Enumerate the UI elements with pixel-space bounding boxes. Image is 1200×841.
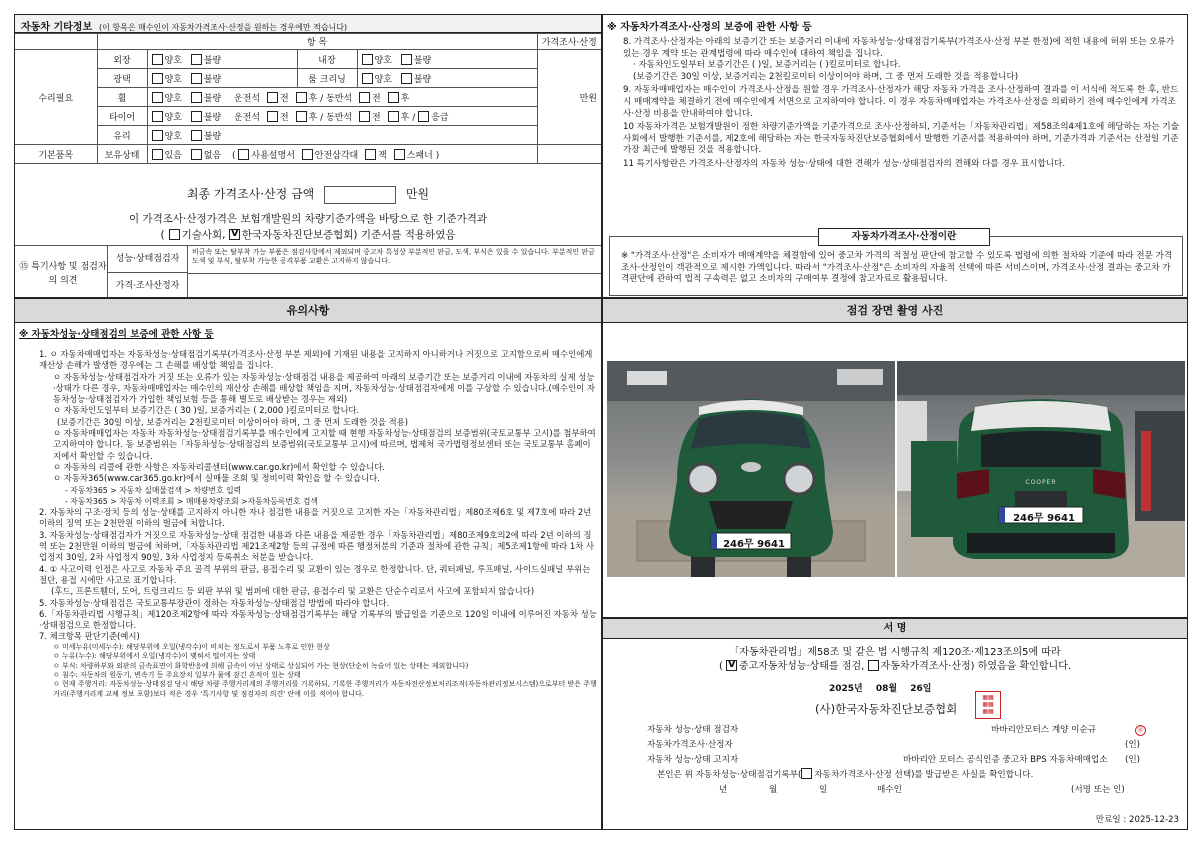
wheel-good-checkbox[interactable] xyxy=(152,92,163,103)
signer-price-seal: (인) xyxy=(1125,740,1141,750)
expiry-date: 만료일 : 2025-12-23 xyxy=(1095,815,1179,825)
have-label: 있음 xyxy=(164,150,182,161)
row-tire: 타이어 xyxy=(97,107,147,126)
possess-label: 보유상태 xyxy=(97,145,147,164)
notes-panel xyxy=(14,298,602,830)
wheel-driver-rear-checkbox[interactable] xyxy=(296,92,307,103)
repair-table xyxy=(15,33,601,164)
wheel-passenger-front-checkbox[interactable] xyxy=(359,92,370,103)
good-label: 양호 xyxy=(164,55,182,66)
note-2: 2. 자동차의 구조·장치 등의 성능·상태를 고지하지 아니한 자나 점검한 내용을 거짓으로 고지한 자는「자동차관리법」제80조제6호 및 제7호에 따라 2년 이하의 징역 또는 2천만원 이하의 벌금에 처합니다. xyxy=(39,507,592,529)
price-unit: 만원 xyxy=(537,50,601,145)
signer-notifier-label: 자동차 성능·상태 고지자 xyxy=(647,755,739,765)
blank-month: 월 xyxy=(769,785,778,795)
note-6: 6.「자동차관리법 시행규칙」제120조제2항에 따라 자동차성능·상태점검기록부는 해당 기록부의 발급일을 기준으로 120일 이내에 이루어진 자동차 성능·상태점검으로 한정합니다. xyxy=(39,608,597,631)
perf-check-label: 중고자동차성능·상태를 점검, xyxy=(738,661,865,672)
other-info-note: (이 항목은 매수인이 자동차가격조사·산정을 원하는 경우에만 적습니다) xyxy=(98,23,348,32)
tire-passenger-front-checkbox[interactable] xyxy=(359,111,370,122)
signature-line-1: 「자동차관리법」제58조 및 같은 법 시행규칙 제120조·제123조의5에 따라 xyxy=(729,647,1061,658)
basis-kadi-checkbox[interactable] xyxy=(229,229,240,240)
note-4-b: (후드, 프론트휀더, 도어, 트렁크리드 등 외판 부위 및 범퍼에 대한 판금, 용접수리 및 교환은 단순수리로서 사고에 포함되지 않습니다) xyxy=(51,586,535,597)
notes-subtitle: ※ 자동차성능·상태점검의 보증에 관한 사항 등 xyxy=(19,329,214,340)
slash: / xyxy=(320,93,324,104)
bad-label: 불량 xyxy=(413,55,432,66)
signer-inspector-label: 자동차 성능·상태 점검자 xyxy=(647,725,739,735)
front-label: 전 xyxy=(280,93,289,104)
blank-day: 일 xyxy=(819,785,828,795)
final-price-row xyxy=(15,185,601,204)
good-label: 양호 xyxy=(164,93,182,104)
note-1-g: ㅇ 자동차365(www.car365.go.kr)에서 실매물 조회 및 정비이력 확인을 할 수 있습니다. xyxy=(53,473,380,484)
photos-panel xyxy=(602,298,1188,618)
driver-label: 운전석 xyxy=(234,112,261,123)
tire-driver-front-checkbox[interactable] xyxy=(267,111,278,122)
col-price-header: 가격조사·산정 xyxy=(537,34,601,50)
criteria-4: ㅇ 침수: 자동차의 원동기, 변속기 등 주요장치 일부가 물에 잠긴 흔적이 있는 상태 xyxy=(53,670,301,679)
basis-tech-checkbox[interactable] xyxy=(169,229,180,240)
note-1-c: ㅇ 자동차인도일부터 보증기간은 ( 30 )일, 보증거리는 ( 2,000 )킬로미터로 합니다. xyxy=(53,405,360,416)
room-clean-bad-checkbox[interactable] xyxy=(401,73,412,84)
signature-line-2: (V 중고자동차성능·상태를 점검, 자동차가격조사·산정) 하였음을 확인합니다. xyxy=(603,657,1187,672)
note-1-i: - 자동차365 > 자동차 이력조회 > 매매용차량조회 >자동차등록번호 검색 xyxy=(65,496,318,506)
spare-label: 응급 xyxy=(431,112,449,123)
room-clean-good-checkbox[interactable] xyxy=(362,73,373,84)
guarantee-title: ※ 자동차가격조사·산정의 보증에 관한 사항 등 xyxy=(607,22,812,33)
col-item-header: 항 목 xyxy=(97,34,537,50)
bad-label: 불량 xyxy=(203,93,222,104)
notes-title: 유의사항 xyxy=(15,299,601,323)
good-label: 양호 xyxy=(374,55,392,66)
guarantee-item-9: 9. 자동차매매업자는 매수인이 가격조사·산정을 원할 경우 가격조사·산정자가 해당 자동차 가격을 조사·산정하여 결과를 이 서식에 적도록 한 후, 반드시 매매계약을 체결하기 전에 매수인에게 서면으로 고지하여야 합니다. 이 경우 자동차매매업자는 가격조사·산정을 의뢰하기 전에 매수인에게 가격조사·산정 비용을 안내하여야 합니다. xyxy=(623,85,1179,119)
none-checkbox[interactable] xyxy=(191,149,202,160)
final-price-input[interactable] xyxy=(324,186,396,204)
slash: / xyxy=(412,112,416,123)
inspector-seal-icon: ㊞ xyxy=(1135,725,1146,736)
criteria-2: ㅇ 누유(누수): 해당부위에서 오일(냉각수)이 맺혀서 떨어지는 상태 xyxy=(53,652,256,661)
paren-open: ( xyxy=(232,150,236,161)
have-checkbox[interactable] xyxy=(152,149,163,160)
manual-label: 사용설명서 xyxy=(251,150,295,161)
row-room-clean: 룸 크리닝 xyxy=(297,69,357,88)
criteria-1: ㅇ 미세누유(미세누수): 해당부위에 오일(냉각수)이 비치는 정도로서 부품 노후로 인한 현상 xyxy=(53,642,330,651)
rear-car-illustration xyxy=(897,361,1185,577)
row-gloss: 광택 xyxy=(97,69,147,88)
special-label: ⑮ 특기사항 및 점검자의 의견 xyxy=(19,262,107,286)
good-label: 양호 xyxy=(374,74,392,85)
org-seal-stamp: ▦▦ ▦▦ ▦▦ xyxy=(975,691,1001,719)
exterior-good-checkbox[interactable] xyxy=(152,54,163,65)
signature-date xyxy=(829,681,931,694)
front-label: 전 xyxy=(372,112,381,123)
row-glass: 유리 xyxy=(97,126,147,145)
note-7: 7. 체크항목 판단기준(예시) xyxy=(39,631,140,642)
inspector-perf-label: 성능·상태점검자 xyxy=(108,246,188,273)
inspector-price-label: 가격·조사산정자 xyxy=(108,273,188,298)
none-label: 없음 xyxy=(203,150,222,161)
note-5: 5. 자동차성능·상태점검은 국토교통부장관이 정하는 자동차성능·상태점검 방법에 따라야 합니다. xyxy=(39,597,390,608)
signer-inspector-value: 바바리안모터스 계양 이순규 xyxy=(991,725,1097,735)
note-1-b: ㅇ 자동차성능·상태점검자가 거짓 또는 오류가 있는 자동차성능·상태점검 내용을 제공하여 아래의 보증기간 또는 보증거리 이내에 자동차의 실제 성능·상태가 다른 경우, 자동차매매업자는 매수인의 재산상 손해를 배상할 책임을 지며, 자동차성능·상태점검자에게 이를 구상할 수 있습니다.(매수인이 자동차성능·상태점검자가 가입한 책임보험 등을 통해 별도로 배상받는 경우는 제외) xyxy=(53,371,595,405)
receipt-text-a: 본인은 위 자동차성능·상태점검기록부( xyxy=(657,770,802,780)
bad-label: 불량 xyxy=(203,131,222,142)
signer-row-notifier xyxy=(647,753,1177,768)
note-4: 4. ① 사고이력 인정은 사고로 자동차 주요 골격 부위의 판금, 용접수리 및 교환이 있는 경우로 한정합니다. 단, 쿼터패널, 루프패널, 사이드실패널 부위는 절단, 용접 시에만 사고로 표기합니다. xyxy=(39,563,591,585)
bad-label: 불량 xyxy=(203,112,222,123)
exterior-bad-checkbox[interactable] xyxy=(191,54,202,65)
spanner-label: 스패너 xyxy=(406,150,433,161)
triangle-label: 안전삼각대 xyxy=(314,150,359,161)
row-interior: 내장 xyxy=(297,50,357,69)
blank-year: 년 xyxy=(719,785,728,795)
signature-title: 서 명 xyxy=(603,619,1187,639)
wheel-bad-checkbox[interactable] xyxy=(191,92,202,103)
buyer-sign-hint: (서명 또는 인) xyxy=(1071,785,1125,795)
buyer-label: 매수인 xyxy=(877,785,902,795)
jack-checkbox[interactable] xyxy=(365,149,376,160)
definition-text: ※ "가격조사·산정"은 소비자가 매매계약을 체결함에 있어 중고차 가격의 적절성 판단에 참고할 수 있도록 법령에 의한 절차와 기준에 따라 전문 가격조사·산정인이 객관적으로 제시한 가액입니다. 따라서 "가격조사·산정"은 소비자의 자율적 선택에 따른 서비스이며, 가격조사·산정 결과는 중고차 가격판단에 관하여 법적 구속력은 없고 소비자의 구매여부 결정에 참고자료로 활용됩니다. xyxy=(621,251,1173,285)
jack-label: 잭 xyxy=(378,150,387,161)
date-month: 08월 xyxy=(875,684,898,694)
photos-title: 점검 장면 촬영 사진 xyxy=(603,299,1187,323)
front-label: 전 xyxy=(280,112,289,123)
date-year: 2025년 xyxy=(829,684,863,694)
final-price-label: 최종 가격조사·산정 금액 xyxy=(186,187,315,201)
note-1: 1. ㅇ 자동차매매업자는 자동차성능·상태점검기록부(가격조사·산정 부분 제외)에 기재된 내용을 고지하지 아니하거나 거짓으로 고지함으로써 매수인에게 재산상 손해가 발생한 경우에는 그 손해를 배상할 책임을 집니다. xyxy=(39,349,593,371)
rear-badge-text: COOPER xyxy=(1025,479,1057,486)
guarantee-item-8-period: · 자동차인도일부터 보증기간은 ( )일, 보증거리는 ( )킬로미터로 합니다. xyxy=(633,60,901,71)
other-info-header xyxy=(15,15,601,33)
rear-car-photo xyxy=(897,361,1185,577)
signer-rows xyxy=(647,723,1177,798)
good-label: 양호 xyxy=(164,74,182,85)
passenger-label: 동반석 xyxy=(326,112,353,123)
perf-check-checkbox[interactable] xyxy=(726,660,737,671)
signer-notifier-seal: (인) xyxy=(1125,755,1141,765)
tire-passenger-rear-checkbox[interactable] xyxy=(388,111,399,122)
signer-notifier-value: 바바리안 모터스 공식인증 중고차 BPS 자동차매매업소 xyxy=(903,755,1108,765)
bad-label: 불량 xyxy=(203,74,222,85)
signer-row-price xyxy=(647,738,1177,753)
wheel-passenger-rear-checkbox[interactable] xyxy=(388,92,399,103)
front-car-photo xyxy=(607,361,895,577)
paren-close: ) xyxy=(435,150,440,161)
basis-kadi-label: 한국자동차진단보증협회) 기준서를 적용하였음 xyxy=(241,229,456,241)
driver-label: 운전석 xyxy=(234,93,261,104)
gloss-bad-checkbox[interactable] xyxy=(191,73,202,84)
price-check-label: 자동차가격조사·산정) 하였음을 확인합니다. xyxy=(880,661,1072,672)
row-exterior: 외장 xyxy=(97,50,147,69)
interior-good-checkbox[interactable] xyxy=(362,54,373,65)
rear-label: 후 xyxy=(308,112,318,123)
inspector-perf-text: 비금속 또는 탈부착 가능 부품은 점검사항에서 제외되며 중고차 특성상 부분적인 판금, 도색, 부식은 있을 수 있습니다. 부분적인 판금 도색 및 부식, 탈부착 가능한 공격부품 교환은 고지하지 않습니다. xyxy=(192,248,595,265)
rear-label: 후 xyxy=(400,93,410,104)
slash: / xyxy=(320,112,324,123)
final-price-unit: 만원 xyxy=(405,187,430,201)
front-plate-text: 246무 9641 xyxy=(723,539,785,550)
rear-plate-text: 246무 9641 xyxy=(1013,513,1075,524)
signature-org: (사)한국자동차진단보증협회 xyxy=(815,702,958,716)
tire-good-checkbox[interactable] xyxy=(152,111,163,122)
receipt-price-checkbox[interactable] xyxy=(801,768,812,779)
good-label: 양호 xyxy=(164,131,182,142)
guarantee-item-10: 10 자동차가격은 보험개발원이 정한 차량기준가액을 기준가격으로 조사·산정하되, 기준서는「자동차관리법」제58조의4제1호에 해당하는 자는 기술사회에서 발행한 기준서를, 제2호에 해당하는 자는 한국자동차진단보증협회에서 발행한 기준서를 적용하여야 하며, 기준가격과 기준서는 산정일 기준 가장 최근에 발행된 것을 적용합니다. xyxy=(623,122,1179,156)
signature-panel xyxy=(602,618,1188,830)
rear-label: 후 xyxy=(400,112,410,123)
guarantee-panel xyxy=(602,14,1188,298)
other-info-panel xyxy=(14,14,602,298)
note-1-e: ㅇ 자동차매매업자는 자동차 자동차성능·상태점검기록부를 매수인에게 고지할 때 현행 자동차성능·상태점검의 보증범위(국토교통부 고시)를 첨부하여 고지하여야 합니다. 동 보증범위는「자동차성능·상태점검의 보증범위(국토교통부 고시)에 따르며, 법제처 국가법령정보센터 또는 국토교통부 홈페이지에서 확인할 수 있습니다. xyxy=(53,428,596,461)
tire-spare-checkbox[interactable] xyxy=(418,111,429,122)
basic-items-label: 기본품목 xyxy=(15,145,97,164)
triangle-checkbox[interactable] xyxy=(302,149,313,160)
row-wheel: 휠 xyxy=(97,88,147,107)
note-1-h: - 자동차365 > 자동차 실매물검색 > 차량번호 입력 xyxy=(65,485,242,495)
date-day: 26일 xyxy=(910,684,932,694)
guarantee-item-8: 8. 가격조사·산정자는 아래의 보증기간 또는 보증거리 이내에 자동차성능·상태점검기록부(가격조사·산정 부분 한정)에 적힌 내용에 허위 또는 오류가 있는 경우 계약 또는 관계법령에 따라 매수인에 대하여 책임을 집니다. xyxy=(623,37,1175,59)
receipt-line xyxy=(647,768,1177,783)
interior-bad-checkbox[interactable] xyxy=(401,54,412,65)
guarantee-item-11: 11 특기사항란은 가격조사·산정자의 자동차 성능·상태에 대한 견해가 성능·상태점검자의 견해와 다를 경우 표시합니다. xyxy=(623,158,1066,169)
tire-bad-checkbox[interactable] xyxy=(191,111,202,122)
signer-row-inspector xyxy=(647,723,1177,738)
bad-label: 불량 xyxy=(413,74,432,85)
bad-label: 불량 xyxy=(203,55,222,66)
buyer-line xyxy=(647,783,1177,798)
basis-line-2: ( 기술사회, V 한국자동차진단보증협회) 기준서를 적용하였음 xyxy=(15,227,601,242)
note-1-d: (보증기간은 30일 이상, 보증거리는 2천킬로미터 이상이어야 하며, 그 중 먼저 도래한 것을 적용) xyxy=(57,416,409,427)
note-1-f: ㅇ 자동차의 리콜에 관한 사항은 자동차리콜센터(www.car.go.kr)에서 확인할 수 있습니다. xyxy=(53,461,385,472)
gloss-good-checkbox[interactable] xyxy=(152,73,163,84)
receipt-text-b: 자동차가격조사·산정 선택)를 발급받은 사실을 확인합니다. xyxy=(814,770,1034,780)
good-label: 양호 xyxy=(164,112,182,123)
criteria-5: ㅇ 현재 주행거리: 자동차성능·상태점검 당시 해당 차량 주행거리계의 주행거리를 기록하되, 기록한 주행거리가 자동차전산정보처리조직(자동차관리정보시스템)으로부터 받은 주행거리(주행거리계 교체 정보 포함)보다 적은 경우 '특기사항 및 점검자의 의견' 란에 이를 적어야 합니다. xyxy=(53,680,597,698)
basis-tech-label: 기술사회, xyxy=(181,229,226,241)
tire-driver-rear-checkbox[interactable] xyxy=(296,111,307,122)
front-label: 전 xyxy=(372,93,381,104)
wheel-driver-front-checkbox[interactable] xyxy=(267,92,278,103)
definition-title: 자동차가격조사·산정이란 xyxy=(818,228,990,246)
signer-price-label: 자동차가격조사·산정자 xyxy=(647,740,733,750)
spanner-checkbox[interactable] xyxy=(394,149,405,160)
glass-good-checkbox[interactable] xyxy=(152,130,163,141)
criteria-3: ㅇ 부식: 차량하부와 외판의 금속표면이 화학반응에 의해 금속이 아닌 상태로 상실되어 가는 현상(단순히 녹슬어 있는 상태는 제외합니다) xyxy=(53,661,469,670)
other-info-title: 자동차 기타정보 xyxy=(21,22,93,33)
manual-checkbox[interactable] xyxy=(238,149,249,160)
special-notes xyxy=(15,245,601,298)
basis-line-1: 이 가격조사·산정가격은 보험개발원의 차량기준가액을 바탕으로 한 기준가격과 xyxy=(128,213,488,225)
repair-label: 수리필요 xyxy=(15,50,97,145)
glass-bad-checkbox[interactable] xyxy=(191,130,202,141)
guarantee-item-8-note: (보증기간은 30일 이상, 보증거리는 2천킬로미터 이상이어야 하며, 그 중 먼저 도래한 것을 적용합니다) xyxy=(633,71,1019,82)
rear-label: 후 xyxy=(308,93,318,104)
price-check-checkbox[interactable] xyxy=(868,660,879,671)
passenger-label: 동반석 xyxy=(326,93,353,104)
note-3: 3. 자동차성능·상태점검자가 거짓으로 자동차성능·상태 점검한 내용과 다른 내용을 제공한 경우「자동차관리법」제80조제9호의2에 따라 2년 이하의 징역 또는 2천만원 이하의 벌금에 처하며,「자동차관리법 제21조제2항 등의 규정에 따른 행정처분의 기준과 절차에 관한 규칙」제5조제1항에 따라 1차 사업정지 30일, 2차 사업정지 90일, 3차 사업정지 등록취소 처분을 받습니다. xyxy=(39,529,595,563)
